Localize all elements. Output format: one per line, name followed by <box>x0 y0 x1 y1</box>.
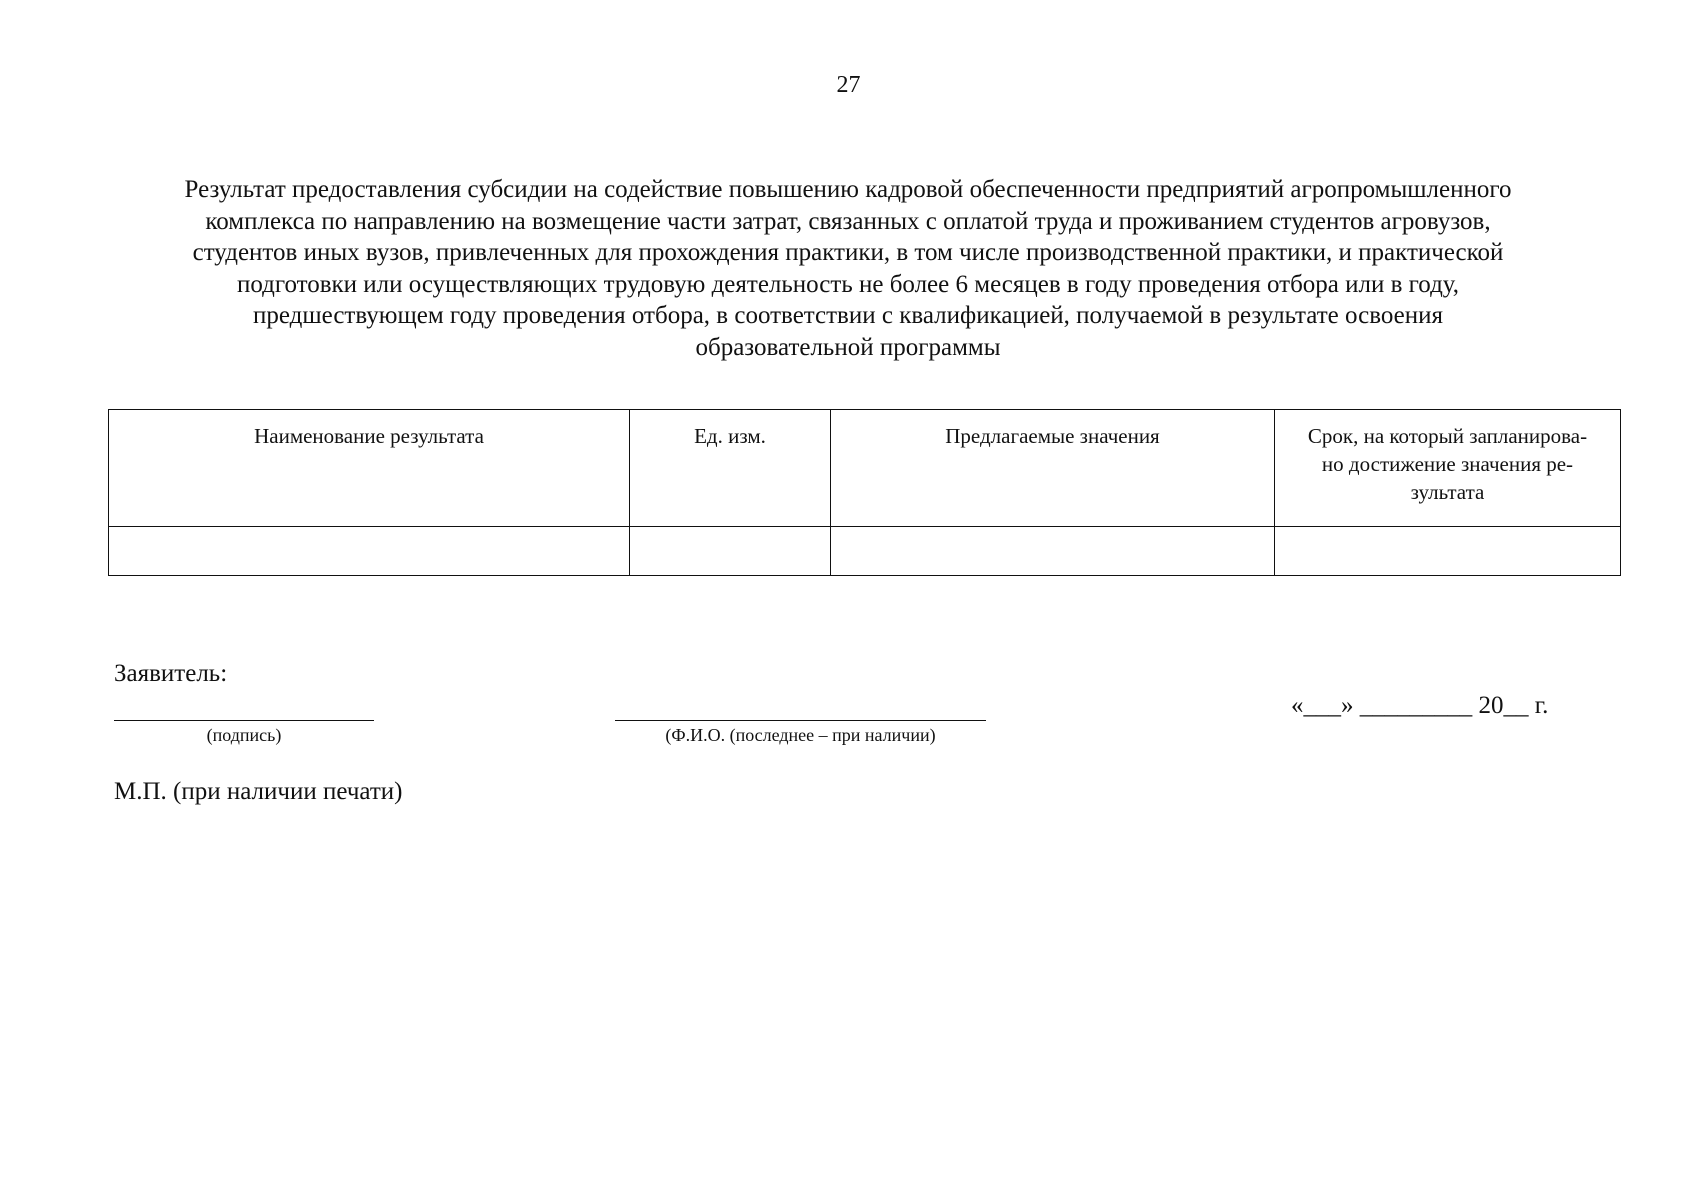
title-line: предшествующем году проведения отбора, в соответствии с квалификацией, получаемой в результате освоения <box>252 302 1444 329</box>
page-number: 27 <box>836 72 861 98</box>
applicant-label: Заявитель: <box>114 660 228 687</box>
header-result-name: Наименование результата <box>109 410 630 527</box>
signature-line[interactable] <box>114 720 374 721</box>
stamp-label: М.П. (при наличии печати) <box>114 778 403 805</box>
table-cell[interactable] <box>831 527 1275 576</box>
header-unit: Ед. изм. <box>630 410 831 527</box>
full-name-line[interactable] <box>615 720 986 721</box>
header-deadline <box>1275 410 1621 527</box>
title-line: Результат предоставления субсидии на содействие повышению кадровой обеспеченности предприятий агропромышленного <box>184 176 1512 203</box>
title-line: подготовки или осуществляющих трудовую деятельность не более 6 месяцев в году проведения отбора или в году, <box>236 270 1460 298</box>
table-cell[interactable] <box>1275 527 1621 576</box>
full-name-caption: (Ф.И.О. (последнее – при наличии) <box>665 725 936 745</box>
document-title <box>108 174 1588 363</box>
table-row <box>109 527 1621 576</box>
header-deadline-line: но достижение значения ре- <box>1321 452 1574 476</box>
table-cell[interactable] <box>630 527 831 576</box>
header-deadline-line: Срок, на который запланирова- <box>1307 424 1588 448</box>
signature-caption: (подпись) <box>206 725 282 745</box>
table-cell[interactable] <box>109 527 630 576</box>
results-table <box>108 409 1621 576</box>
table-header-row <box>109 410 1621 527</box>
title-line: образовательной программы <box>695 333 1001 361</box>
title-line: студентов иных вузов, привлеченных для прохождения практики, в том числе производственной практики, и практической <box>192 239 1504 266</box>
date-line[interactable]: «___» _________ 20__ г. <box>1291 692 1549 719</box>
title-line: комплекса по направлению на возмещение части затрат, связанных с оплатой труда и проживанием студентов агровузов, <box>205 207 1491 235</box>
header-deadline-line: зультата <box>1410 480 1485 504</box>
header-proposed-values: Предлагаемые значения <box>831 410 1275 527</box>
